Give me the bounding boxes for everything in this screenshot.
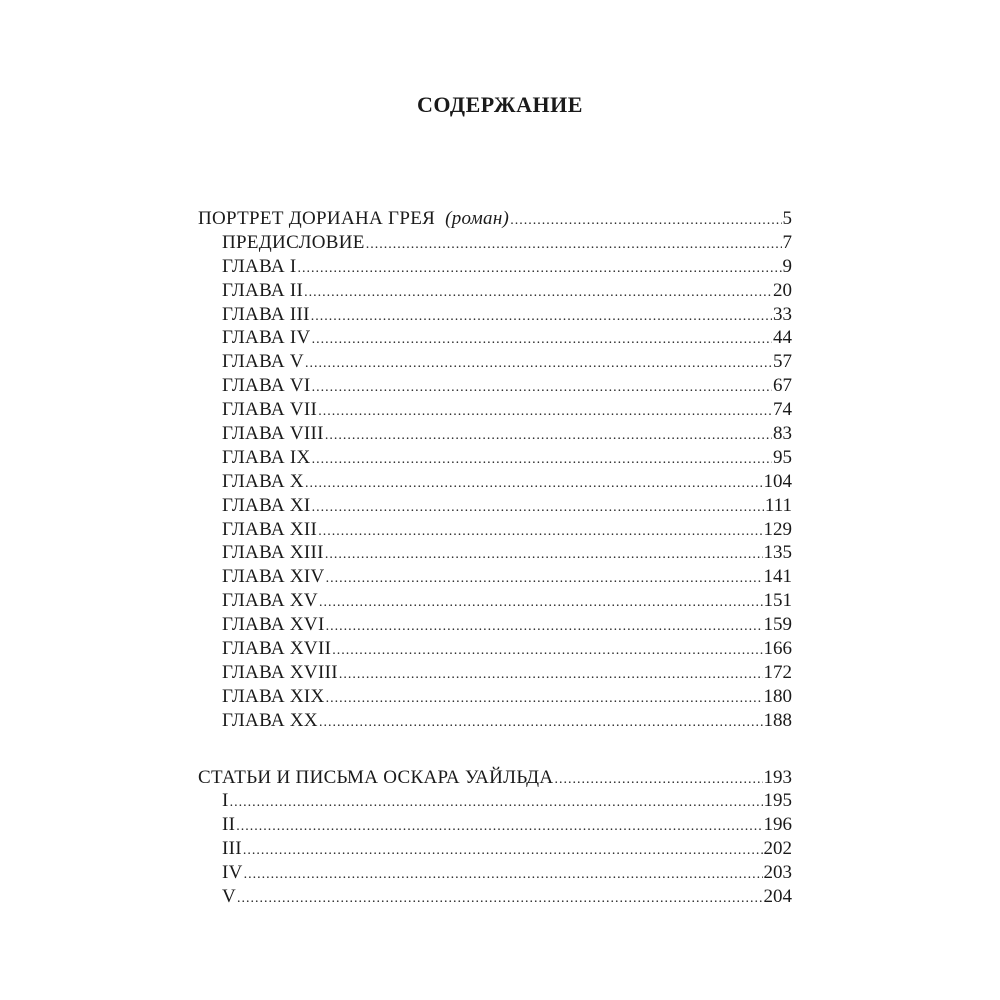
toc-entry-label: ГЛАВА V [222, 351, 304, 373]
toc-entry-label: ГЛАВА XVII [222, 638, 332, 660]
toc-entry-label: СТАТЬИ И ПИСЬМА ОСКАРА УАЙЛЬДА [198, 766, 554, 788]
toc-entry-label: ГЛАВА XIII [222, 542, 324, 564]
toc-entry[interactable] [198, 886, 792, 910]
table-of-contents [198, 208, 792, 910]
dot-leader [319, 595, 763, 611]
dot-leader [318, 404, 772, 420]
toc-page-number: 195 [763, 790, 792, 812]
section-gap [198, 734, 792, 767]
toc-page-number: 202 [763, 838, 792, 860]
toc-page-number: 193 [763, 766, 792, 788]
toc-entry-label: ГЛАВА XIV [222, 566, 325, 588]
toc-entry[interactable] [198, 686, 792, 710]
dot-leader [312, 380, 772, 396]
dot-leader [312, 332, 772, 348]
toc-entry-label: ГЛАВА IV [222, 327, 311, 349]
toc-entry-label: ГЛАВА I [222, 255, 297, 277]
dot-leader [326, 571, 763, 587]
toc-entry-label: ГЛАВА III [222, 303, 310, 325]
toc-entry-label: ГЛАВА VIII [222, 423, 324, 445]
toc-entry-label: ГЛАВА XIX [222, 685, 325, 707]
toc-page-number: 196 [763, 814, 792, 836]
toc-entry[interactable] [198, 447, 792, 471]
toc-entry[interactable] [198, 327, 792, 351]
toc-page-number: 20 [773, 279, 792, 301]
toc-entry-label: IV [222, 862, 243, 884]
toc-page-number: 204 [763, 886, 792, 908]
toc-entry-label: III [222, 838, 242, 860]
toc-page-number: 151 [763, 590, 792, 612]
dot-leader [305, 356, 772, 372]
toc-entry[interactable] [198, 710, 792, 734]
toc-page-number: 7 [782, 231, 792, 253]
page-title: СОДЕРЖАНИЕ [417, 92, 583, 117]
toc-entry-label: ГЛАВА XI [222, 494, 311, 516]
toc-entry[interactable] [198, 790, 792, 814]
toc-page-number: 203 [763, 862, 792, 884]
dot-leader [366, 237, 782, 253]
dot-leader [298, 261, 782, 277]
toc-entry[interactable] [198, 375, 792, 399]
dot-leader [243, 843, 763, 859]
dot-leader [304, 285, 772, 301]
toc-entry[interactable] [198, 519, 792, 543]
toc-page-number: 141 [763, 566, 792, 588]
toc-page-number: 67 [773, 375, 792, 397]
toc-entry[interactable] [198, 351, 792, 375]
toc-entry-label: ГЛАВА XVIII [222, 661, 338, 683]
toc-entry-label: V [222, 886, 237, 908]
toc-page-number: 5 [782, 208, 792, 229]
toc-page-number: 95 [773, 446, 792, 468]
toc-entry-note: (роман) [445, 208, 510, 229]
toc-entry[interactable] [198, 256, 792, 280]
toc-entry[interactable] [198, 662, 792, 686]
dot-leader [326, 691, 763, 707]
toc-entry-label: ГЛАВА XII [222, 518, 318, 540]
toc-entry-label: ГЛАВА VI [222, 375, 311, 397]
toc-entry[interactable] [198, 280, 792, 304]
dot-leader [318, 524, 762, 540]
toc-entry[interactable] [198, 232, 792, 256]
dot-leader [230, 795, 763, 811]
toc-page-number: 159 [763, 614, 792, 636]
toc-entry-label: ПРЕДИСЛОВИЕ [222, 231, 365, 253]
toc-page-number: 44 [773, 327, 792, 349]
dot-leader [305, 476, 763, 492]
dot-leader [312, 500, 764, 516]
toc-page-number: 57 [773, 351, 792, 373]
toc-entry-section-1[interactable] [198, 208, 792, 232]
toc-entry-label: ГЛАВА X [222, 470, 304, 492]
toc-page-number: 111 [764, 494, 792, 516]
toc-entry[interactable] [198, 862, 792, 886]
dot-leader [311, 309, 772, 325]
dot-leader [326, 619, 763, 635]
toc-entry-label: I [222, 790, 229, 812]
toc-entry-label: ГЛАВА XVI [222, 614, 325, 636]
dot-leader [319, 715, 763, 731]
toc-entry-section-2[interactable] [198, 767, 792, 791]
toc-entry[interactable] [198, 838, 792, 862]
toc-page-number: 104 [763, 470, 792, 492]
toc-entry[interactable] [198, 542, 792, 566]
toc-page-number: 33 [773, 303, 792, 325]
toc-entry-label: ГЛАВА XX [222, 709, 318, 731]
toc-page-number: 129 [763, 518, 792, 540]
toc-entry-label: ГЛАВА II [222, 279, 304, 301]
toc-page-number: 9 [782, 255, 792, 277]
toc-entry[interactable] [198, 638, 792, 662]
toc-entry[interactable] [198, 423, 792, 447]
toc-entry-label: ГЛАВА VII [222, 399, 318, 421]
dot-leader [312, 452, 772, 468]
toc-page-number: 166 [763, 638, 792, 660]
toc-entry-label: ПОРТРЕТ ДОРИАНА ГРЕЯ (роман) [198, 208, 510, 229]
dot-leader [237, 891, 762, 907]
toc-page-number: 172 [763, 661, 792, 683]
toc-page-number: 188 [763, 709, 792, 731]
toc-entry[interactable] [198, 399, 792, 423]
toc-entry[interactable] [198, 590, 792, 614]
dot-leader [332, 643, 762, 659]
dot-leader [325, 547, 763, 563]
dot-leader [244, 867, 763, 883]
toc-entry[interactable] [198, 566, 792, 590]
dot-leader [325, 428, 772, 444]
toc-page-number: 135 [763, 542, 792, 564]
toc-entry[interactable] [198, 814, 792, 838]
toc-entry-label: ГЛАВА IX [222, 446, 311, 468]
toc-entry-label: II [222, 814, 236, 836]
dot-leader [236, 819, 762, 835]
toc-entry[interactable] [198, 471, 792, 495]
toc-entry[interactable] [198, 495, 792, 519]
dot-leader [510, 213, 781, 229]
dot-leader [339, 667, 763, 683]
toc-entry-label: ГЛАВА XV [222, 590, 318, 612]
toc-page-number: 180 [763, 685, 792, 707]
dot-leader [554, 772, 762, 788]
toc-page-number: 74 [773, 399, 792, 421]
toc-entry[interactable] [198, 304, 792, 328]
toc-entry[interactable] [198, 614, 792, 638]
toc-page-number: 83 [773, 423, 792, 445]
